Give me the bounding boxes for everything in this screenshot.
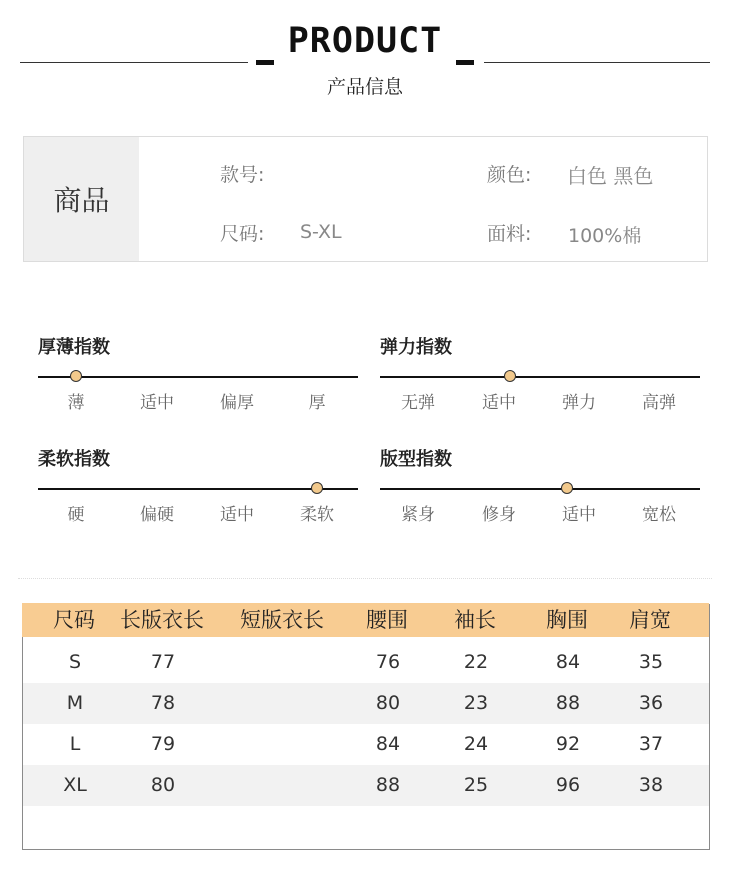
softness-index-track — [38, 488, 358, 490]
thickness-index-label: 薄 — [67, 393, 85, 413]
size-label: 尺码: — [220, 223, 265, 245]
style-number-label: 款号: — [220, 164, 265, 186]
softness-index-title: 柔软指数 — [38, 449, 110, 470]
product-info-label: 商品 — [24, 137, 139, 261]
cell-size: L — [69, 733, 81, 755]
cell-chest: 84 — [555, 651, 581, 673]
header-cell-size: 尺码 — [53, 608, 95, 632]
fit-index-label: 宽松 — [642, 505, 676, 525]
elasticity-index-track — [380, 376, 700, 378]
softness-index-label: 适中 — [220, 505, 254, 525]
softness-index-label: 偏硬 — [140, 505, 174, 525]
thickness-index-title: 厚薄指数 — [38, 337, 110, 358]
fabric-value: 100%棉 — [568, 225, 642, 247]
cell-waist: 80 — [375, 692, 401, 714]
cell-sleeve: 23 — [463, 692, 489, 714]
table-row — [23, 642, 709, 683]
cell-waist: 84 — [375, 733, 401, 755]
cell-shoulder: 35 — [638, 651, 664, 673]
thickness-index-track — [38, 376, 358, 378]
cell-sleeve: 25 — [463, 774, 489, 796]
table-row — [23, 765, 709, 806]
page-title: PRODUCT — [287, 21, 443, 61]
elasticity-index-label: 无弹 — [401, 393, 435, 413]
cell-size: XL — [63, 774, 87, 796]
cell-size: S — [68, 651, 82, 673]
thickness-index-label: 厚 — [308, 393, 326, 413]
elasticity-index-title: 弹力指数 — [380, 337, 452, 358]
cell-waist: 88 — [375, 774, 401, 796]
cell-sleeve: 24 — [463, 733, 489, 755]
size-value: S-XL — [300, 221, 342, 243]
softness-index-label: 硬 — [67, 505, 85, 525]
cell-long-length: 79 — [150, 733, 176, 755]
cell-long-length: 78 — [150, 692, 176, 714]
elasticity-index-label: 弹力 — [562, 393, 596, 413]
header-cell-waist: 腰围 — [366, 608, 408, 632]
header-cell-sleeve: 袖长 — [454, 608, 496, 632]
header-cell-short-length: 短版衣长 — [240, 608, 324, 632]
cell-short-length — [230, 724, 336, 765]
cell-shoulder: 38 — [638, 774, 664, 796]
fit-index-label: 紧身 — [401, 505, 435, 525]
cell-shoulder: 36 — [638, 692, 664, 714]
cell-short-length — [230, 683, 336, 724]
thickness-index-label: 适中 — [140, 393, 174, 413]
thickness-index-label: 偏厚 — [220, 393, 254, 413]
cell-short-length — [230, 765, 336, 806]
fabric-label: 面料: — [487, 223, 532, 245]
cell-chest: 92 — [555, 733, 581, 755]
fit-index-title: 版型指数 — [380, 449, 452, 470]
color-value: 白色 黑色 — [567, 164, 654, 188]
table-row — [23, 724, 709, 765]
header-dash-right — [456, 60, 474, 65]
cell-chest: 88 — [555, 692, 581, 714]
thickness-index-marker — [70, 370, 82, 382]
header-cell-chest: 胸围 — [546, 608, 588, 632]
header-cell-shoulder: 肩宽 — [629, 608, 671, 632]
fit-index-track — [380, 488, 700, 490]
header-cell-long-length: 长版衣长 — [120, 608, 204, 632]
softness-index-marker — [311, 482, 323, 494]
color-label: 颜色: — [487, 164, 532, 186]
fit-index-label: 适中 — [562, 505, 596, 525]
size-table-header — [22, 603, 709, 637]
cell-short-length — [230, 642, 336, 683]
cell-sleeve: 22 — [463, 651, 489, 673]
cell-waist: 76 — [375, 651, 401, 673]
cell-long-length: 77 — [150, 651, 176, 673]
elasticity-index-label: 高弹 — [642, 393, 676, 413]
fit-index-label: 修身 — [482, 505, 516, 525]
elasticity-index-marker — [504, 370, 516, 382]
cell-shoulder: 37 — [638, 733, 664, 755]
cell-size: M — [66, 692, 84, 714]
softness-index-label: 柔软 — [300, 505, 334, 525]
elasticity-index-label: 适中 — [482, 393, 516, 413]
header-rule-left — [20, 62, 248, 63]
page-subtitle: 产品信息 — [326, 76, 403, 98]
cell-chest: 96 — [555, 774, 581, 796]
fit-index-marker — [561, 482, 573, 494]
cell-long-length: 80 — [150, 774, 176, 796]
table-row — [23, 683, 709, 724]
section-divider — [18, 578, 712, 579]
header-rule-right — [484, 62, 710, 63]
